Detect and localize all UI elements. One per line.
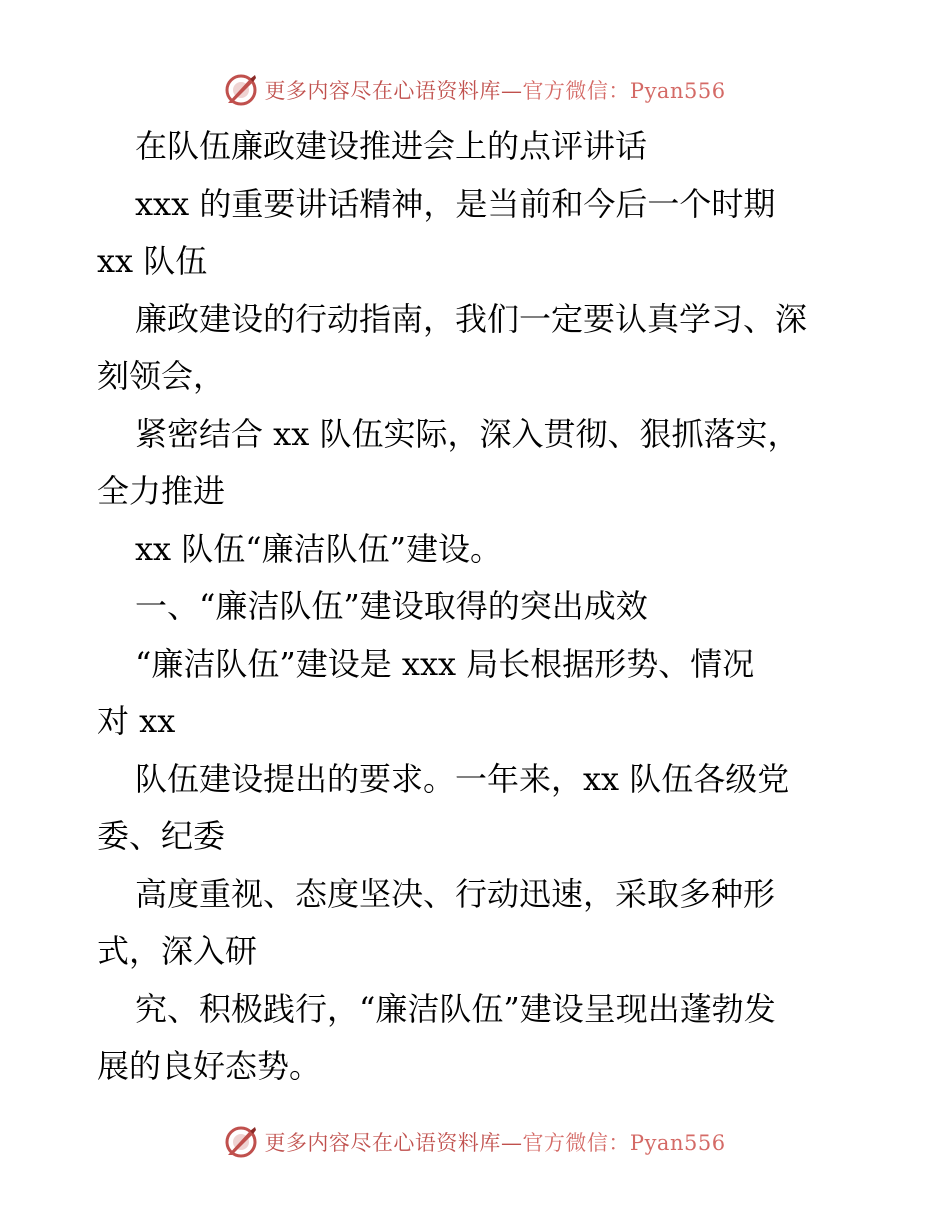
document-line: 委、纪委 [97, 817, 226, 855]
document-line: 紧密结合 xx 队伍实际，深入贯彻、狠抓落实， [135, 414, 800, 453]
document-line: 对 xx [97, 702, 176, 740]
document-line: 一、“廉洁队伍”建设取得的突出成效 [135, 587, 648, 625]
document-line: 式，深入研 [97, 932, 258, 970]
document-line: 全力推进 [97, 472, 226, 510]
document-line: xx 队伍“廉洁队伍”建设。 [135, 529, 502, 568]
header-watermark [0, 70, 950, 110]
watermark-text [264, 75, 725, 105]
watermark-dash: — [500, 79, 523, 103]
document-line: 廉政建设的行动指南，我们一定要认真学习、深 [135, 299, 808, 338]
document-line: 刻领会， [97, 357, 226, 395]
document-line: 高度重视、态度坚决、行动迅速，采取多种形 [135, 874, 776, 913]
document-line: 展的良好态势。 [97, 1047, 322, 1085]
document-body [97, 118, 867, 1096]
document-line: 究、积极践行，“廉洁队伍”建设呈现出蓬勃发 [135, 989, 776, 1028]
document-line: xx 队伍 [97, 242, 208, 280]
watermark-wechat: 官方微信：Pyan556 [522, 1131, 726, 1155]
watermark-dash: — [500, 1131, 523, 1155]
watermark-wechat: 官方微信：Pyan556 [522, 79, 726, 103]
footer-watermark [0, 1122, 950, 1162]
document-line: 队伍建设提出的要求。一年来，xx 队伍各级党 [135, 759, 790, 798]
quill-pen-logo-icon [224, 1125, 258, 1159]
quill-pen-logo-icon [224, 73, 258, 107]
document-line: 在队伍廉政建设推进会上的点评讲话 [135, 127, 648, 165]
document-line: “廉洁队伍”建设是 xxx 局长根据形势、情况 [135, 644, 755, 683]
document-line: xxx 的重要讲话精神，是当前和今后一个时期 [135, 184, 776, 223]
watermark-brand: 更多内容尽在心语资料库 [264, 79, 501, 103]
watermark-text [264, 1127, 725, 1157]
watermark-brand: 更多内容尽在心语资料库 [264, 1131, 501, 1155]
